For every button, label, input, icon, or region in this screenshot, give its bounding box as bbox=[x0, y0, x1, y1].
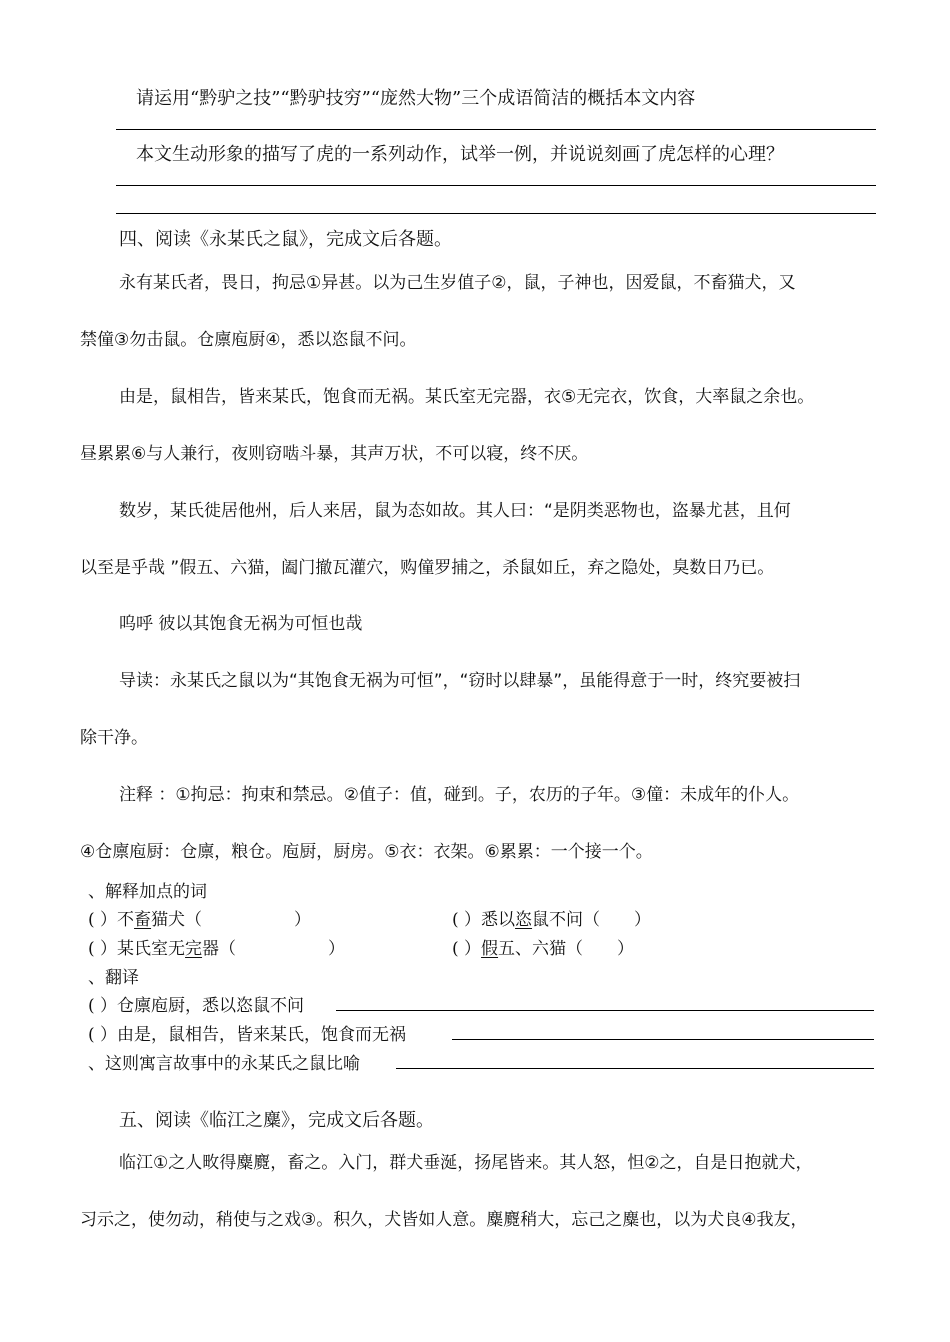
item-text: ） bbox=[328, 939, 346, 959]
exercise-item bbox=[88, 905, 311, 930]
passage-line: 临江①之人畋得麋麑，畜之。入门，群犬垂涎，扬尾皆来。其人怒，怛②之，自是日抱就犬， bbox=[119, 1153, 813, 1173]
dotted-word: 完 bbox=[185, 939, 203, 959]
exercise-item: 、这则寓言故事中的永某氏之鼠比喻 bbox=[88, 1054, 360, 1074]
exercise-item bbox=[88, 934, 345, 959]
item-text: ( ） bbox=[452, 939, 482, 959]
item-text: ( ）不 bbox=[88, 910, 135, 930]
item-text: ） bbox=[294, 910, 312, 930]
question-summary: 请运用“黔驴之技”“黔驴技穷”“庞然大物”三个成语简洁的概括本文内容 bbox=[136, 88, 696, 109]
section-heading: 五、阅读《临江之麋》，完成文后各题。 bbox=[119, 1110, 434, 1131]
item-text: ） bbox=[617, 939, 635, 959]
question-tiger: 本文生动形象的描写了虎的一系列动作，试举一例，并说说刻画了虎怎样的心理？ bbox=[136, 144, 784, 165]
answer-line[interactable] bbox=[116, 129, 876, 130]
answer-line[interactable] bbox=[116, 213, 876, 214]
exercise-item: ( ）由是，鼠相告，皆来某氏，饱食而无祸 bbox=[88, 1025, 407, 1045]
answer-line[interactable] bbox=[116, 185, 876, 186]
item-text: 鼠不问（ bbox=[532, 910, 601, 930]
passage-line: 禁僮③勿击鼠。仓廪庖厨④，悉以恣鼠不问。 bbox=[80, 330, 417, 350]
item-text: ） bbox=[634, 910, 652, 930]
exercise-item bbox=[452, 905, 651, 930]
guide-line: 除干净。 bbox=[80, 728, 148, 748]
item-text: 猫犬（ bbox=[151, 910, 203, 930]
dotted-word: 恣 bbox=[515, 910, 533, 930]
passage-line: 由是，鼠相告，皆来某氏，饱食而无祸。某氏室无完器，衣⑤无完衣，饮食，大率鼠之余也。 bbox=[119, 387, 815, 407]
notes-line: 注释 ：①拘忌：拘束和禁忌。②值子：值，碰到。子，农历的子年。③僮：未成年的仆人。 bbox=[119, 785, 800, 805]
answer-line[interactable] bbox=[452, 1039, 874, 1040]
exercise-item: ( ）仓廪庖厨，悉以恣鼠不问 bbox=[88, 996, 305, 1016]
passage-line: 永有某氏者，畏日，拘忌①异甚。以为己生岁值子②，鼠，子神也，因爱鼠，不畜猫犬，又 bbox=[119, 273, 796, 293]
answer-line[interactable] bbox=[336, 1010, 874, 1011]
notes-line: ④仓廪庖厨：仓廪，粮仓。庖厨，厨房。⑤衣：衣架。⑥累累：一个接一个。 bbox=[80, 842, 653, 862]
exercise-title: 、解释加点的词 bbox=[88, 882, 207, 902]
exercise-title: 、翻译 bbox=[88, 968, 139, 988]
answer-line[interactable] bbox=[396, 1068, 874, 1069]
item-text: 五、六猫（ bbox=[498, 939, 584, 959]
item-text: 器（ bbox=[202, 939, 237, 959]
exercise-item bbox=[452, 934, 634, 959]
passage-line: 习示之，使勿动，稍使与之戏③。积久，犬皆如人意。麋麑稍大，忘己之麋也，以为犬良④我友， bbox=[80, 1210, 808, 1230]
item-text: ( ）悉以 bbox=[452, 910, 516, 930]
passage-line: 呜呼 彼以其饱食无祸为可恒也哉 bbox=[119, 614, 363, 634]
section-heading: 四、阅读《永某氏之鼠》，完成文后各题。 bbox=[119, 229, 452, 250]
passage-line: 昼累累⑥与人兼行，夜则窃啮斗暴，其声万状，不可以寝，终不厌。 bbox=[80, 444, 589, 464]
dotted-word: 假 bbox=[481, 939, 499, 959]
passage-line: 数岁，某氏徙居他州，后人来居，鼠为态如故。其人曰：“是阴类恶物也，盗暴尤甚，且何 bbox=[119, 501, 791, 521]
dotted-word: 畜 bbox=[134, 910, 152, 930]
guide-line: 导读：永某氏之鼠以为“其饱食无祸为可恒”，“窃时以肆暴”，虽能得意于一时，终究要被扫 bbox=[119, 671, 801, 691]
passage-line: 以至是乎哉 ”假五、六猫，阖门撤瓦灌穴，购僮罗捕之，杀鼠如丘，弃之隐处，臭数日乃已。 bbox=[80, 558, 775, 578]
item-text: ( ）某氏室无 bbox=[88, 939, 186, 959]
